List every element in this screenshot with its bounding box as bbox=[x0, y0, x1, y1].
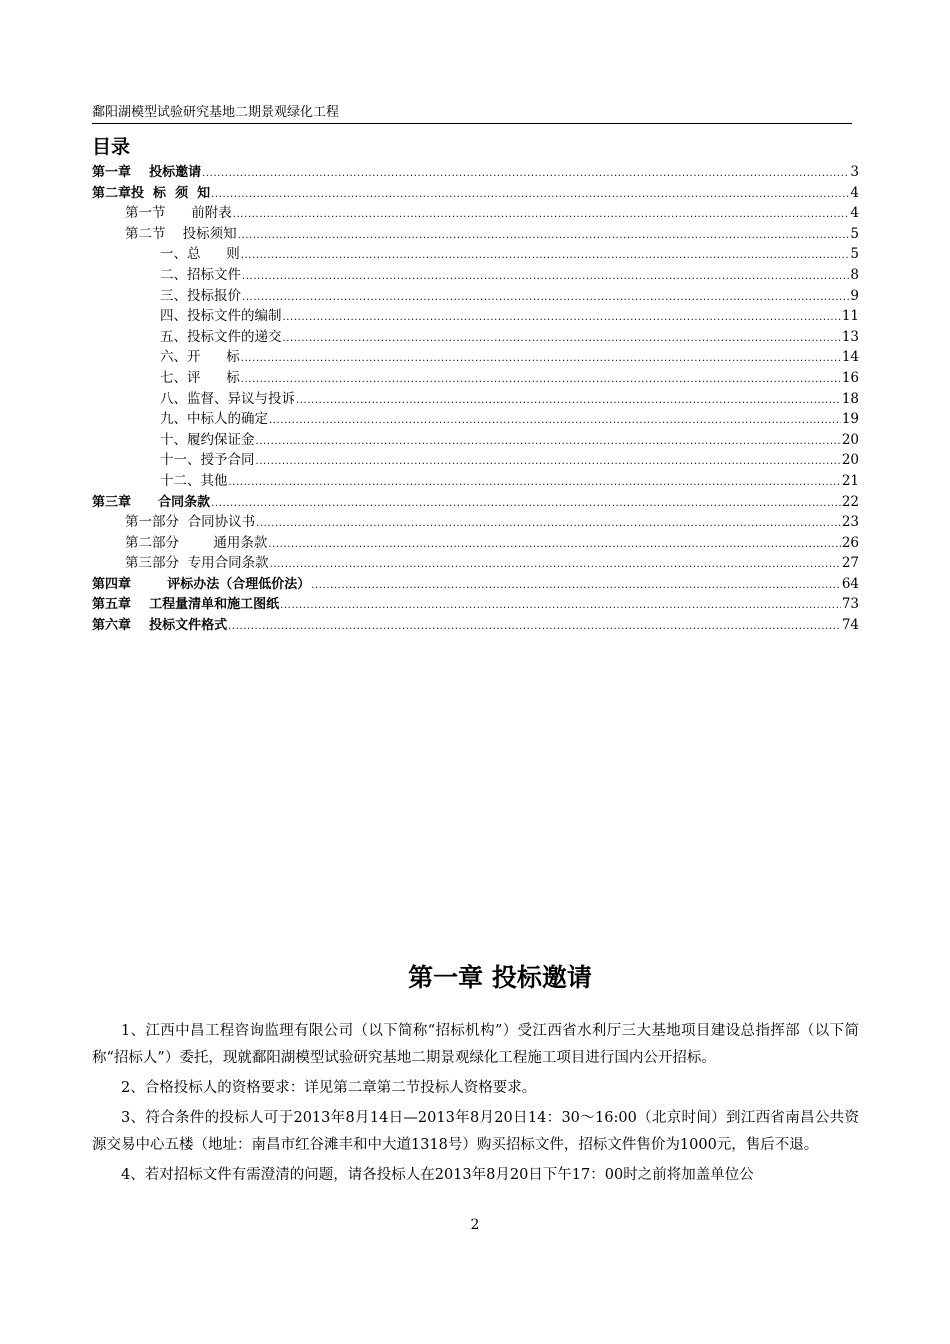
paragraph: 1、江西中昌工程咨询监理有限公司（以下简称“招标机构”）受江西省水利厅三大基地项目建设总指挥部（以下简称“招标人”）委托，现就鄱阳湖模型试验研究基地二期景观绿化工程施工项目进行国内公开招标。 bbox=[92, 1023, 859, 1066]
toc-entry-item-4[interactable]: 四、投标文件的编制 ..... 11 bbox=[92, 306, 859, 327]
toc-entry-chapter-4[interactable]: 第四章 评标办法（合理低价法） ..... 64 bbox=[92, 574, 859, 595]
toc-entry-item-3[interactable]: 三、投标报价 ..... 9 bbox=[92, 286, 859, 307]
toc-title: 目录 bbox=[92, 136, 131, 158]
table-of-contents bbox=[92, 162, 859, 636]
toc-entry-chapter-3[interactable]: 第三章 合同条款 ..... 22 bbox=[92, 492, 859, 513]
toc-entry-part-3[interactable]: 第三部分 专用合同条款 ..... 27 bbox=[92, 553, 859, 574]
toc-entry-item-8[interactable]: 八、监督、异议与投诉 ..... 18 bbox=[92, 389, 859, 410]
toc-entry-section-1[interactable]: 第一节 前附表 ..... 4 bbox=[92, 203, 859, 224]
chapter-title: 第一章 投标邀请 bbox=[408, 963, 592, 992]
toc-entry-chapter-5[interactable]: 第五章 工程量清单和施工图纸 ..... 73 bbox=[92, 594, 859, 615]
toc-entry-item-11[interactable]: 十一、授予合同 ..... 20 bbox=[92, 450, 859, 471]
toc-entry-item-10[interactable]: 十、履约保证金 ..... 20 bbox=[92, 430, 859, 451]
chapter-body bbox=[92, 1018, 859, 1192]
page-header bbox=[92, 104, 852, 124]
toc-entry-item-12[interactable]: 十二、其他 ..... 21 bbox=[92, 471, 859, 492]
paragraph: 4、若对招标文件有需澄清的问题，请各投标人在2013年8月20日下午17：00时之前将加盖单位公 bbox=[121, 1167, 754, 1183]
toc-entry-section-2[interactable]: 第二节 投标须知 ..... 5 bbox=[92, 224, 859, 245]
paragraph: 2、合格投标人的资格要求：详见第二章第二节投标人资格要求。 bbox=[121, 1080, 537, 1096]
toc-entry-item-2[interactable]: 二、招标文件 ..... 8 bbox=[92, 265, 859, 286]
toc-entry-item-7[interactable]: 七、评 标 ..... 16 bbox=[92, 368, 859, 389]
toc-entry-item-1[interactable]: 一、总 则 ..... 5 bbox=[92, 244, 859, 265]
toc-entry-item-6[interactable]: 六、开 标 ..... 14 bbox=[92, 347, 859, 368]
toc-entry-item-5[interactable]: 五、投标文件的递交 ..... 13 bbox=[92, 327, 859, 348]
page-number: 2 bbox=[470, 1217, 480, 1233]
toc-entry-chapter-6[interactable]: 第六章 投标文件格式 ..... 74 bbox=[92, 615, 859, 636]
toc-entry-part-1[interactable]: 第一部分 合同协议书 ..... 23 bbox=[92, 512, 859, 533]
toc-entry-chapter-1[interactable]: 第一章 投标邀请 ..... 3 bbox=[92, 162, 859, 183]
header-project-title: 鄱阳湖模型试验研究基地二期景观绿化工程 bbox=[92, 105, 340, 120]
paragraph: 3、符合条件的投标人可于2013年8月14日—2013年8月20日14：30～16:00（北京时间）到江西省南昌公共资源交易中心五楼（地址：南昌市红谷滩丰和中大道1318号）购买招标文件，招标文件售价为1000元，售后不退。 bbox=[92, 1110, 859, 1153]
toc-entry-part-2[interactable]: 第二部分 通用条款 ..... 26 bbox=[92, 533, 859, 554]
toc-entry-chapter-2[interactable]: 第二章投 标 须 知 ..... 4 bbox=[92, 183, 859, 204]
toc-entry-item-9[interactable]: 九、中标人的确定 ..... 19 bbox=[92, 409, 859, 430]
